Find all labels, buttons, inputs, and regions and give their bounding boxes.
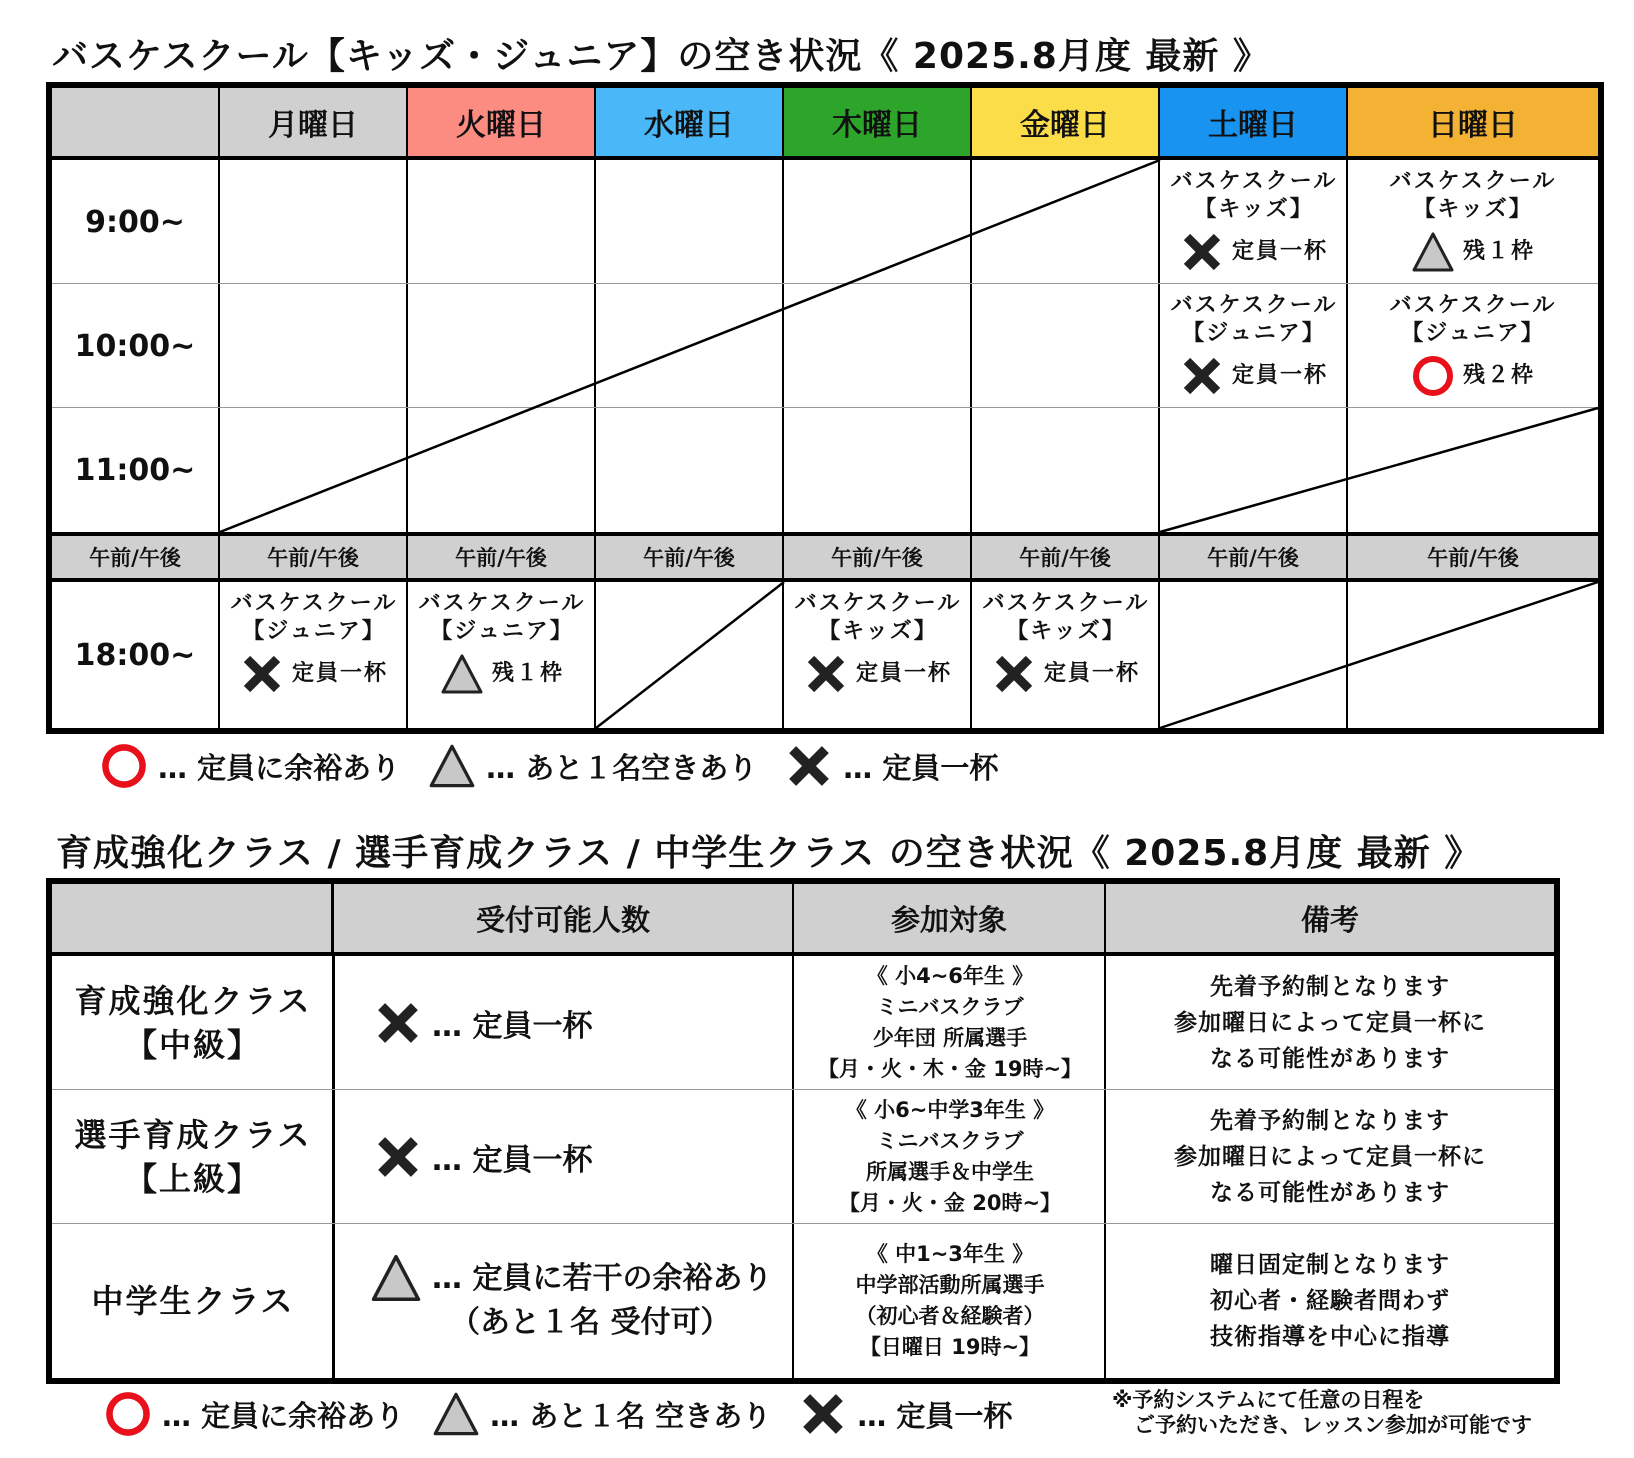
target-line: 【月・火・木・金 19時~】 bbox=[817, 1057, 1083, 1081]
diagonal-weekday-morning bbox=[220, 160, 1160, 532]
lesson-level: 【キッズ】 bbox=[1006, 619, 1126, 644]
circle-icon bbox=[104, 1390, 152, 1438]
grid-line bbox=[594, 160, 596, 532]
lesson-level: 【ジュニア】 bbox=[242, 619, 386, 644]
circle-icon bbox=[100, 742, 148, 790]
cross-icon bbox=[799, 1390, 847, 1438]
class-table bbox=[46, 878, 1560, 1384]
lesson-name: バスケスクール bbox=[418, 591, 586, 616]
note-line: 技術指導を中心に指導 bbox=[1210, 1324, 1450, 1350]
class-target-ikusei bbox=[794, 956, 1106, 1090]
day-header-saturday: 土曜日 bbox=[1160, 88, 1348, 160]
lesson-sat-900 bbox=[1160, 168, 1348, 274]
class-capacity-senshu bbox=[334, 1090, 794, 1224]
class-name-ikusei bbox=[52, 956, 334, 1090]
legend-triangle-text: … あと１名空きあり bbox=[486, 750, 758, 785]
grid-line bbox=[1346, 582, 1348, 728]
day-header-friday: 金曜日 bbox=[972, 88, 1160, 160]
lesson-status: 残１枠 bbox=[491, 661, 564, 686]
row-divider bbox=[52, 283, 1598, 284]
class-name-line2: 【上級】 bbox=[124, 1160, 261, 1198]
note-line: なる可能性があります bbox=[1210, 1180, 1450, 1206]
circle-icon bbox=[1411, 354, 1455, 398]
class-target-chugaku bbox=[794, 1224, 1106, 1378]
lesson-level: 【ジュニア】 bbox=[1401, 321, 1545, 346]
target-line: 中学部活動所属選手 bbox=[855, 1273, 1045, 1297]
lesson-status: 定員一杯 bbox=[291, 661, 388, 686]
ampm-label: 午前/午後 bbox=[408, 532, 596, 582]
class-name-line1: 中学生クラス bbox=[91, 1282, 295, 1320]
day-header-thursday: 木曜日 bbox=[784, 88, 972, 160]
ampm-label: 午前/午後 bbox=[596, 532, 784, 582]
class-note-ikusei bbox=[1106, 956, 1554, 1090]
lesson-level: 【ジュニア】 bbox=[1182, 321, 1326, 346]
class-title: 育成強化クラス / 選手育成クラス / 中学生クラス の空き状況《 2025.8月度 最新 》 bbox=[56, 833, 1482, 874]
lesson-name: バスケスクール bbox=[1389, 169, 1557, 194]
grid-line bbox=[782, 160, 784, 532]
lesson-name: バスケスクール bbox=[1170, 169, 1338, 194]
lesson-level: 【ジュニア】 bbox=[430, 619, 574, 644]
class-name-chugaku bbox=[52, 1224, 334, 1378]
lesson-sun-900 bbox=[1348, 168, 1598, 274]
lesson-name: バスケスクール bbox=[1170, 293, 1338, 318]
cross-icon bbox=[1180, 354, 1224, 398]
diagonal-weekend-1800 bbox=[1160, 582, 1598, 728]
note-line: 参加曜日によって定員一杯に bbox=[1174, 1010, 1486, 1036]
lesson-name: バスケスクール bbox=[1389, 293, 1557, 318]
lesson-sat-1000 bbox=[1160, 292, 1348, 398]
class-header-notes: 備考 bbox=[1106, 884, 1554, 956]
ampm-label: 午前/午後 bbox=[220, 532, 408, 582]
row-divider bbox=[52, 407, 1598, 408]
target-line: 【月・火・金 20時~】 bbox=[838, 1191, 1062, 1215]
ampm-label: 午前/午後 bbox=[52, 532, 220, 582]
class-header-target: 参加対象 bbox=[794, 884, 1106, 956]
schedule-title: バスケスクール【キッズ・ジュニア】の空き状況《 2025.8月度 最新 》 bbox=[52, 36, 1270, 77]
day-header-sunday: 日曜日 bbox=[1348, 88, 1598, 160]
day-header-monday: 月曜日 bbox=[220, 88, 408, 160]
diagonal-weekend-1100 bbox=[1160, 408, 1598, 532]
class-name-line2: 【中級】 bbox=[124, 1026, 261, 1064]
lesson-tue-1800 bbox=[408, 590, 596, 696]
class-note-senshu bbox=[1106, 1090, 1554, 1224]
target-line: 《 中1~3年生 》 bbox=[866, 1242, 1034, 1266]
lesson-level: 【キッズ】 bbox=[1194, 197, 1314, 222]
legend-schedule bbox=[100, 742, 1026, 790]
capacity-text: … 定員一杯 bbox=[432, 1143, 593, 1178]
class-header-capacity: 受付可能人数 bbox=[334, 884, 794, 956]
class-name-line1: 育成強化クラス bbox=[74, 982, 312, 1020]
lesson-level: 【キッズ】 bbox=[1413, 197, 1533, 222]
triangle-icon bbox=[440, 652, 484, 696]
lesson-status: 定員一杯 bbox=[855, 661, 952, 686]
class-target-senshu bbox=[794, 1090, 1106, 1224]
legend-triangle-text: … あと１名 空きあり bbox=[490, 1398, 772, 1433]
note-line: 初心者・経験者問わず bbox=[1210, 1288, 1450, 1314]
class-name-senshu bbox=[52, 1090, 334, 1224]
lesson-status: 定員一杯 bbox=[1231, 363, 1328, 388]
lesson-fri-1800 bbox=[972, 590, 1160, 696]
triangle-icon bbox=[432, 1390, 480, 1438]
triangle-icon bbox=[1411, 230, 1455, 274]
legend-circle-text: … 定員に余裕あり bbox=[158, 750, 401, 785]
target-line: （初心者＆経験者） bbox=[855, 1304, 1045, 1328]
cross-icon bbox=[992, 652, 1036, 696]
legend-cross-text: … 定員一杯 bbox=[843, 750, 999, 785]
legend-circle-text: … 定員に余裕あり bbox=[162, 1398, 405, 1433]
cross-icon bbox=[374, 999, 422, 1047]
time-label-1100: 11:00~ bbox=[52, 408, 220, 532]
capacity-text: … 定員一杯 bbox=[432, 1009, 593, 1044]
note-line: 先着予約制となります bbox=[1210, 974, 1450, 1000]
footnote-line1: ※予約システムにて任意の日程を bbox=[1112, 1388, 1425, 1412]
class-capacity-ikusei bbox=[334, 956, 794, 1090]
header-corner bbox=[52, 88, 220, 160]
ampm-label: 午前/午後 bbox=[784, 532, 972, 582]
grid-line bbox=[406, 160, 408, 532]
target-line: 少年団 所属選手 bbox=[872, 1026, 1028, 1050]
footnote bbox=[1112, 1388, 1532, 1438]
class-name-line1: 選手育成クラス bbox=[74, 1116, 312, 1154]
lesson-name: バスケスクール bbox=[794, 591, 962, 616]
target-line: 《 小6~中学3年生 》 bbox=[845, 1098, 1055, 1122]
cross-icon bbox=[240, 652, 284, 696]
grid-line bbox=[970, 160, 972, 532]
lesson-sun-1000 bbox=[1348, 292, 1598, 398]
lesson-level: 【キッズ】 bbox=[818, 619, 938, 644]
note-line: 先着予約制となります bbox=[1210, 1108, 1450, 1134]
class-note-chugaku bbox=[1106, 1224, 1554, 1378]
schedule-table bbox=[46, 82, 1604, 734]
cross-icon bbox=[804, 652, 848, 696]
target-line: ミニバスクラブ bbox=[876, 1129, 1024, 1153]
lesson-thu-1800 bbox=[784, 590, 972, 696]
ampm-label: 午前/午後 bbox=[972, 532, 1160, 582]
diagonal-wed-1800 bbox=[596, 582, 784, 728]
target-line: 所属選手＆中学生 bbox=[866, 1160, 1034, 1184]
class-capacity-chugaku bbox=[334, 1224, 794, 1378]
class-header-blank bbox=[52, 884, 334, 956]
cross-icon bbox=[785, 742, 833, 790]
time-label-1800: 18:00~ bbox=[52, 582, 220, 728]
legend-cross-text: … 定員一杯 bbox=[857, 1398, 1013, 1433]
capacity-subtext: （あと１名 受付可） bbox=[450, 1305, 731, 1340]
lesson-status: 定員一杯 bbox=[1043, 661, 1140, 686]
target-line: ミニバスクラブ bbox=[876, 995, 1024, 1019]
ampm-label: 午前/午後 bbox=[1348, 532, 1598, 582]
triangle-icon bbox=[428, 742, 476, 790]
note-line: なる可能性があります bbox=[1210, 1046, 1450, 1072]
target-line: 【日曜日 19時~】 bbox=[859, 1335, 1041, 1359]
legend-class bbox=[104, 1390, 1040, 1438]
day-header-tuesday: 火曜日 bbox=[408, 88, 596, 160]
cross-icon bbox=[374, 1133, 422, 1181]
triangle-icon bbox=[370, 1252, 422, 1304]
lesson-status: 残１枠 bbox=[1462, 239, 1535, 264]
cross-icon bbox=[1180, 230, 1224, 274]
note-line: 曜日固定制となります bbox=[1210, 1252, 1450, 1278]
time-label-900: 9:00~ bbox=[52, 160, 220, 284]
ampm-label: 午前/午後 bbox=[1160, 532, 1348, 582]
day-header-wednesday: 水曜日 bbox=[596, 88, 784, 160]
time-label-1000: 10:00~ bbox=[52, 284, 220, 408]
capacity-text: … 定員に若干の余裕あり bbox=[432, 1261, 773, 1296]
lesson-status: 残２枠 bbox=[1462, 363, 1535, 388]
footnote-line2: ご予約いただき、レッスン参加が可能です bbox=[1134, 1413, 1532, 1437]
lesson-name: バスケスクール bbox=[230, 591, 398, 616]
lesson-name: バスケスクール bbox=[982, 591, 1150, 616]
lesson-mon-1800 bbox=[220, 590, 408, 696]
note-line: 参加曜日によって定員一杯に bbox=[1174, 1144, 1486, 1170]
target-line: 《 小4~6年生 》 bbox=[866, 964, 1034, 988]
lesson-status: 定員一杯 bbox=[1231, 239, 1328, 264]
